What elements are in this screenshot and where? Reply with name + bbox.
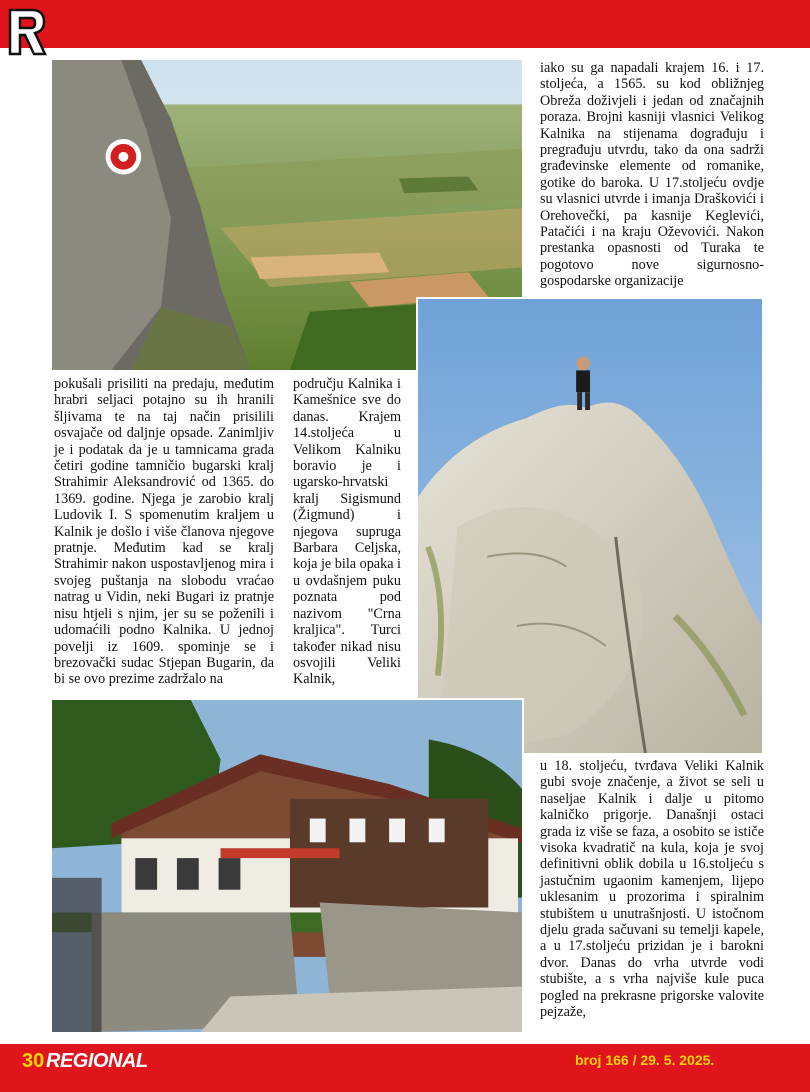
page-number: 30 — [22, 1050, 45, 1072]
issue-info: broj 166 / 29. 5. 2025. — [575, 1052, 715, 1068]
text-column-right-bottom: u 18. stoljeću, tvrđava Veliki Kalnik gubi svoje značenje, a život se seli u naseljae Kalnik i dalje u pitomo kalničko prigorje. Današnji ostaci grada iz više se faza, a osobito se ističe visoka kvadratič na kula, koja je svoj definitivni oblik dobila u 16.stoljeću s jastučnim ugaonim kamenjem, lijepo uklesanim u prozorima i spiralnim stubištem u unutrašnjosti. U istočnom djelu grada sačuvani su temelji kapele, a u 17.stoljeću prizidan je i barokni dvor. Danas do vrha utvrde vodi stubište, a s vrha najviše kule puca pogled na prekrasne prigorske valovite pejzaže, — [540, 758, 764, 1021]
top-red-bar — [0, 0, 810, 48]
text-column-left-middle: pokušali prisiliti na predaju, međutim hrabri seljaci potajno su ih hranili šljivama te na taj način prisilili osvajače od daljnje opsade. Zanimljiv je i podatak da je u tamnicama grada četiri godine tamničio bugarski kralj Strahimir Aleksandrović od 1365. do 1369. godine. Njega je zarobio kralj Ludovik I. S spomenutim kraljem u Kalnik je došlo i više članova njegove pratnje. Međutim kad se kralj Strahimir nakon uspostavljenog mira i svojeg puštanja na slobodu vraćao natrag u Vidin, neki Bugari iz pratnje nisu htjeli s njim, jer su se poženili i udomaćili podno Kalnika. U jednoj povelji iz 1609. spominje se i brezovački sudac Stjepan Bugarin, da bi se ovo prezime zadržalo na — [54, 376, 274, 688]
text-column-center-middle: području Kalnika i Kamešnice sve do danas. Krajem 14.stoljeća u Velikom Kalniku boravio je i ugarsko-hrvatski kralj Sigismund (Žigmund) i njegova supruga Barbara Celjska, koja je bila opaka i u ovdašnjem puku poznata pod nazivom "Crna kraljica". Turci također nikad nisu osvojili Veliki Kalnik, — [293, 376, 401, 688]
mountain-lodge-photo — [50, 698, 524, 1034]
rock-peak-photo — [416, 297, 764, 755]
regional-logo-icon — [4, 4, 48, 58]
text-column-right-top: iako su ga napadali krajem 16. i 17. stoljeća, a 1565. su kod obližnjeg Obreža doživjeli i jedan od značajnih poraza. Brojni kasniji vlasnici Velikog Kalnika na stijenama dograđuju i pregrađuju utvrdu, tako da ona sadrži građevinske elemente od romanike, gotike do baroka. U 17.stoljeću ovdje su vlasnici utvrde i imanja Draškovići i Orehovečki, pa kasnije Keglevići, Patačići i na kraju Oževovići. Nakon prestanka opasnosti od Turaka te pogotovo nove sigurnosno-gospodarske organizacije — [540, 60, 764, 290]
magazine-brand: REGIONAL — [46, 1050, 148, 1072]
